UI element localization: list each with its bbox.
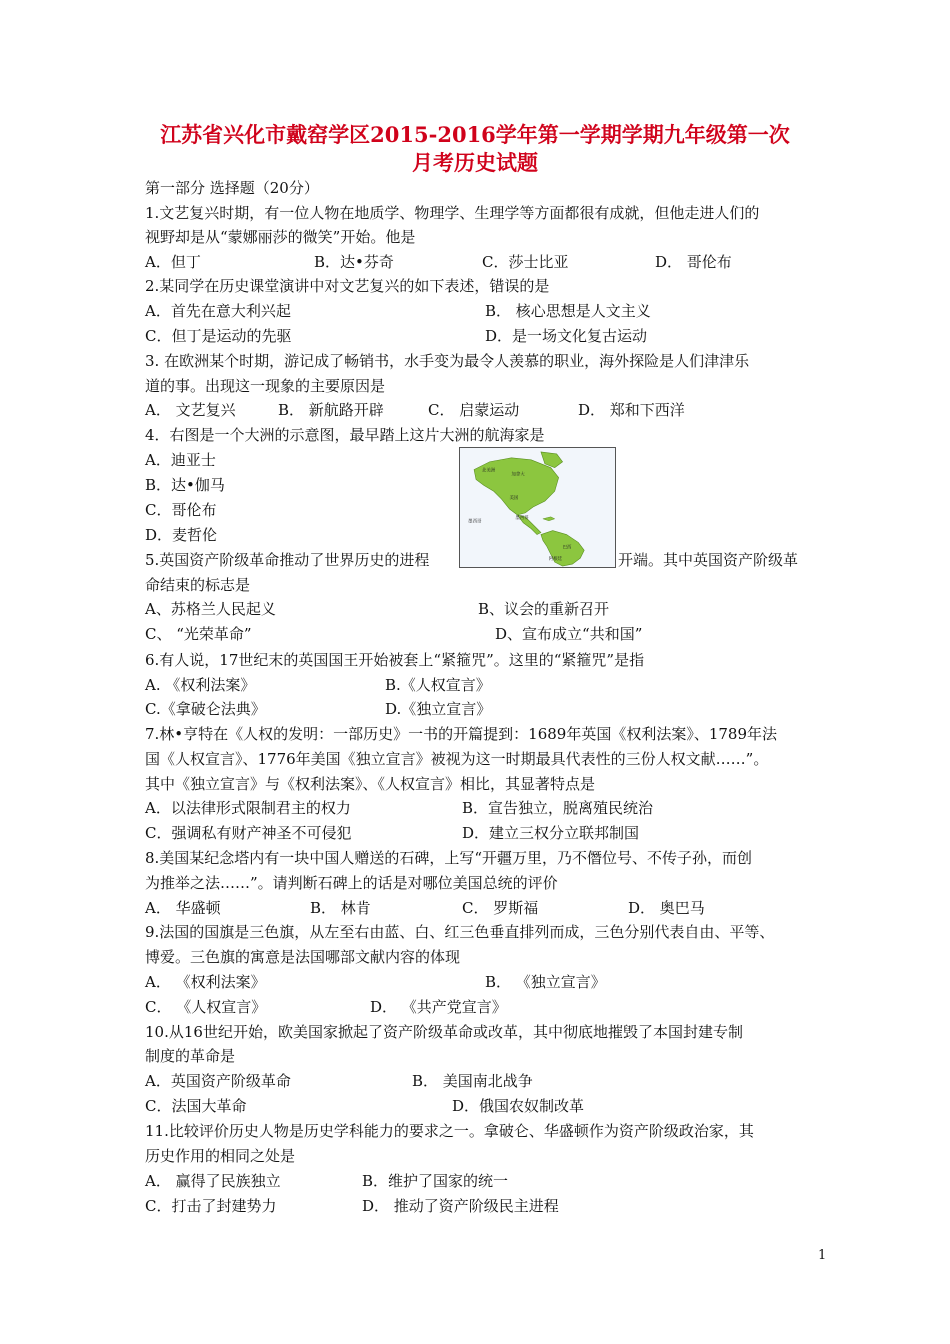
- q3-option-a: A． 文艺复兴: [145, 401, 236, 419]
- question-8-stem-cont: 为推举之法……”。请判断石碑上的话是对哪位美国总统的评价: [145, 874, 558, 892]
- q2-option-d: D．是一场文化复古运动: [485, 327, 648, 345]
- q1-option-b: B．达•芬奇: [314, 253, 394, 271]
- question-7-stem: 7.林•亨特在《人权的发明：一部历史》一书的开篇提到：1689年英国《权利法案》、1789年法: [145, 725, 778, 743]
- question-3-stem-cont: 道的事。出现这一现象的主要原因是: [145, 377, 386, 395]
- q6-option-d: D.《独立宣言》: [385, 700, 492, 718]
- q9-option-c: C． 《人权宣言》: [145, 998, 267, 1016]
- map-label-north-america: 北美洲: [481, 468, 496, 474]
- q8-option-d: D． 奥巴马: [628, 899, 705, 917]
- q1-option-a: A．但丁: [145, 253, 201, 271]
- question-7-stem-cont: 国《人权宣言》、1776年美国《独立宣言》被视为这一时期最具代表性的三份人权文献……”。: [145, 750, 769, 768]
- map-label-argentina: 阿根廷: [548, 557, 563, 563]
- question-2-stem: 2.某同学在历史课堂演讲中对文艺复兴的如下表述，错误的是: [145, 277, 550, 295]
- q11-option-b: B．维护了国家的统一: [362, 1172, 509, 1190]
- q4-option-a: A．迪亚士: [145, 451, 216, 469]
- question-7-stem-cont2: 其中《独立宣言》与《权利法案》、《人权宣言》相比，其显著特点是: [145, 775, 596, 793]
- q11-option-c: C．打击了封建势力: [145, 1197, 277, 1215]
- map-label-pacific: 墨西哥: [468, 519, 482, 525]
- question-10-stem: 10.从16世纪开始，欧美国家掀起了资产阶级革命或改革，其中彻底地摧毁了本国封建专制: [145, 1023, 743, 1041]
- q8-option-b: B． 林肯: [310, 899, 371, 917]
- question-3-stem: 3. 在欧洲某个时期，游记成了畅销书，水手变为最令人羡慕的职业，海外探险是人们津津乐: [145, 352, 750, 370]
- q7-option-c: C．强调私有财产神圣不可侵犯: [145, 824, 352, 842]
- q3-option-b: B． 新航路开辟: [278, 401, 384, 419]
- question-5-stem-part2: 开端。其中英国资产阶级革: [618, 551, 799, 569]
- q1-option-c: C．莎士比亚: [482, 253, 569, 271]
- question-11-stem: 11.比较评价历史人物是历史学科能力的要求之一。拿破仑、华盛顿作为资产阶级政治家，其: [145, 1122, 754, 1140]
- q4-option-d: D．麦哲伦: [145, 526, 218, 544]
- section-heading: 第一部分 选择题（20分）: [145, 179, 319, 197]
- q2-option-c: C．但丁是运动的先驱: [145, 327, 292, 345]
- question-10-stem-cont: 制度的革命是: [145, 1047, 236, 1065]
- q7-option-d: D．建立三权分立联邦制国: [462, 824, 640, 842]
- q11-option-d: D． 推动了资产阶级民主进程: [362, 1197, 559, 1215]
- americas-map: [460, 448, 615, 567]
- q6-option-c: C.《拿破仑法典》: [145, 700, 266, 718]
- q7-option-a: A．以法律形式限制君主的权力: [145, 799, 351, 817]
- page-number: 1: [818, 1248, 827, 1263]
- map-label-canada: 加拿大: [511, 472, 525, 478]
- map-label-brazil: 巴西: [562, 545, 572, 551]
- q9-option-d: D． 《共产党宣言》: [370, 998, 507, 1016]
- question-11-stem-cont: 历史作用的相同之处是: [145, 1147, 296, 1165]
- q5-option-c: C、 “光荣革命”: [145, 625, 252, 643]
- q9-option-b: B． 《独立宣言》: [485, 973, 606, 991]
- q10-option-d: D．俄国农奴制改革: [452, 1097, 585, 1115]
- question-9-stem-cont: 博爱。三色旗的寓意是法国哪部文献内容的体现: [145, 948, 461, 966]
- q1-option-d: D． 哥伦布: [655, 253, 732, 271]
- question-4-stem: 4．右图是一个大洲的示意图，最早踏上这片大洲的航海家是: [145, 426, 545, 444]
- q6-option-a: A. 《权利法案》: [145, 676, 256, 694]
- q11-option-a: A． 赢得了民族独立: [145, 1172, 281, 1190]
- americas-map-figure: [459, 447, 616, 568]
- q3-option-d: D． 郑和下西洋: [578, 401, 685, 419]
- q6-option-b: B.《人权宣言》: [385, 676, 491, 694]
- q10-option-c: C．法国大革命: [145, 1097, 247, 1115]
- question-8-stem: 8.美国某纪念塔内有一块中国人赠送的石碑，上写“开疆万里，乃不僭位号、不传子孙，而创: [145, 849, 752, 867]
- question-1-stem-cont: 视野却是从“蒙娜丽莎的微笑”开始。他是: [145, 228, 416, 246]
- exam-title-line1: 江苏省兴化市戴窑学区2015-2016学年第一学期学期九年级第一次: [160, 122, 790, 147]
- map-label-mexico: 墨西哥: [515, 515, 529, 521]
- exam-title-line2: 月考历史试题: [412, 150, 538, 175]
- question-6-stem: 6.有人说，17世纪末的英国国王开始被套上“紧箍咒”。这里的“紧箍咒”是指: [145, 651, 645, 669]
- q5-option-b: B、议会的重新召开: [478, 600, 610, 618]
- question-9-stem: 9.法国的国旗是三色旗，从左至右由蓝、白、红三色垂直排列而成，三色分别代表自由、平等、: [145, 923, 775, 941]
- q8-option-a: A． 华盛顿: [145, 899, 221, 917]
- q10-option-a: A．英国资产阶级革命: [145, 1072, 291, 1090]
- question-5-stem-part1: 5.英国资产阶级革命推动了世界历史的进程: [145, 551, 430, 569]
- q5-option-a: A、苏格兰人民起义: [145, 600, 276, 618]
- question-1-stem: 1.文艺复兴时期，有一位人物在地质学、物理学、生理学等方面都很有成就，但他走进人们的: [145, 204, 760, 222]
- q4-option-b: B．达•伽马: [145, 476, 225, 494]
- q5-option-d: D、宣布成立“共和国”: [495, 625, 643, 643]
- q9-option-a: A． 《权利法案》: [145, 973, 266, 991]
- q10-option-b: B． 美国南北战争: [412, 1072, 533, 1090]
- question-5-stem-cont: 命结束的标志是: [145, 576, 251, 594]
- q2-option-b: B． 核心思想是人文主义: [485, 302, 651, 320]
- q4-option-c: C．哥伦布: [145, 501, 217, 519]
- q7-option-b: B．宣告独立，脱离殖民统治: [462, 799, 654, 817]
- q8-option-c: C． 罗斯福: [462, 899, 539, 917]
- q2-option-a: A．首先在意大利兴起: [145, 302, 291, 320]
- map-label-usa: 美国: [509, 496, 519, 502]
- q3-option-c: C． 启蒙运动: [428, 401, 520, 419]
